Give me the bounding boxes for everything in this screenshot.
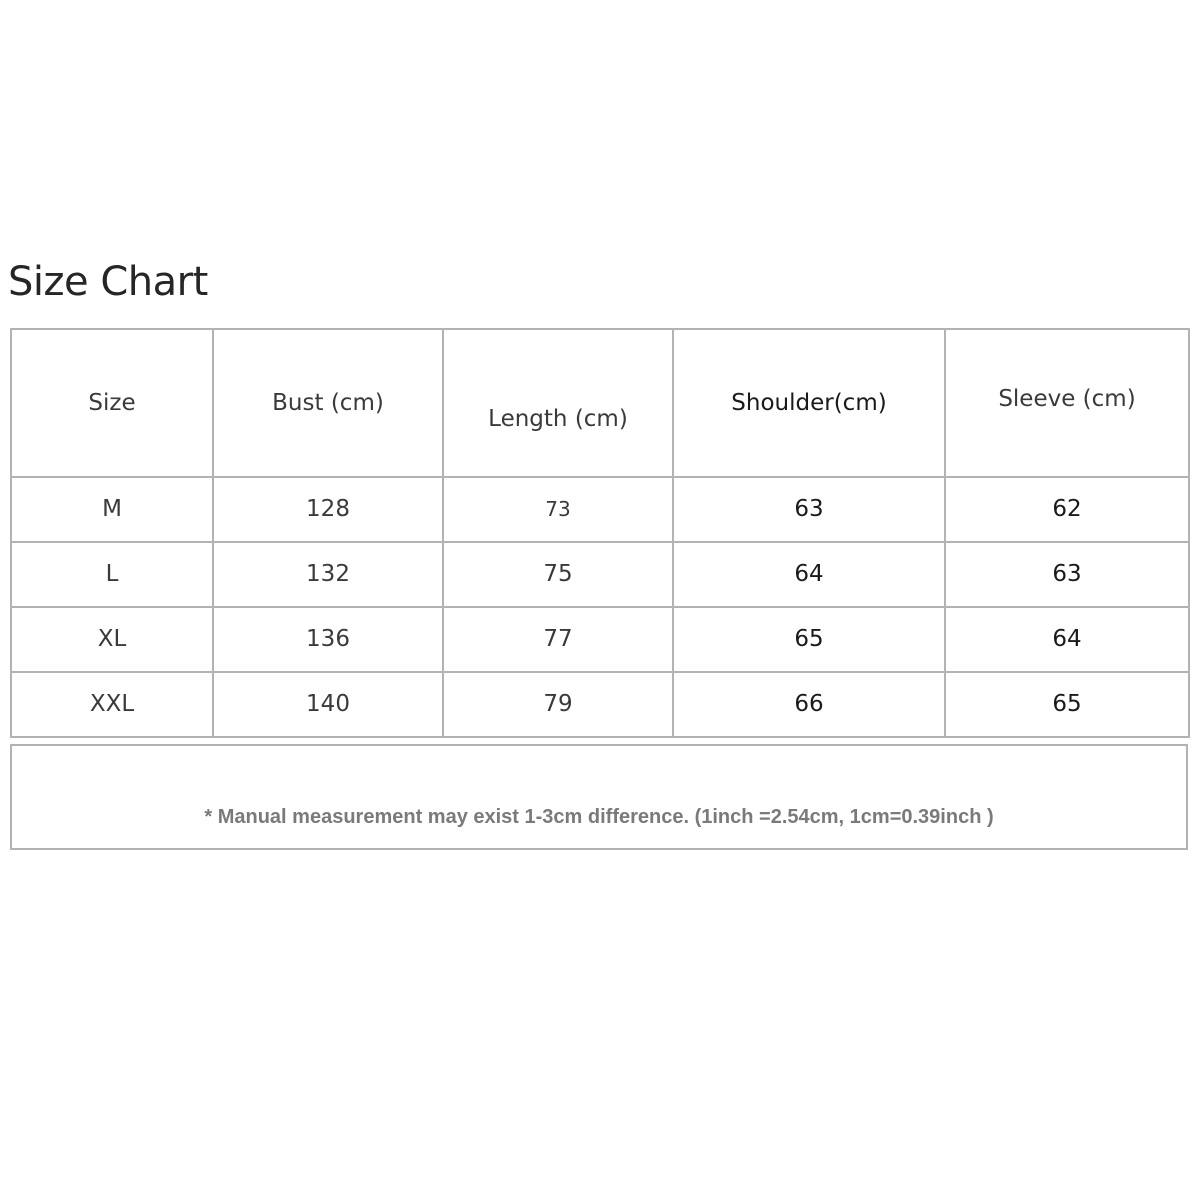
header-cell (945, 329, 1189, 477)
table-cell: 66 (673, 672, 945, 737)
table-cell: 132 (213, 542, 443, 607)
header-bust: Bust (cm) (272, 389, 384, 416)
table-cell: 62 (945, 477, 1189, 542)
table-cell: 79 (443, 672, 673, 737)
header-length: Length (cm) (488, 405, 628, 432)
table-cell: XL (11, 607, 213, 672)
table-cell: 136 (213, 607, 443, 672)
table-cell: 77 (443, 607, 673, 672)
table-row (11, 607, 1189, 672)
table-cell: 63 (673, 477, 945, 542)
table-cell: L (11, 542, 213, 607)
table-row (11, 477, 1189, 542)
table-cell: 64 (945, 607, 1189, 672)
note-box (10, 744, 1188, 850)
table-row (11, 672, 1189, 737)
header-cell (11, 329, 213, 477)
header-cell (213, 329, 443, 477)
header-cell (443, 329, 673, 477)
table-cell: M (11, 477, 213, 542)
table-cell: XXL (11, 672, 213, 737)
table-cell: 65 (945, 672, 1189, 737)
header-shoulder: Shoulder(cm) (731, 389, 887, 416)
table-cell: 73 (443, 477, 673, 542)
header-sleeve: Sleeve (cm) (998, 385, 1136, 412)
table-row (11, 542, 1189, 607)
table-cell: 64 (673, 542, 945, 607)
table-cell: 128 (213, 477, 443, 542)
table-cell: 63 (945, 542, 1189, 607)
table-cell: 65 (673, 607, 945, 672)
table-cell: 75 (443, 542, 673, 607)
table-cell: 140 (213, 672, 443, 737)
measurement-note: * Manual measurement may exist 1-3cm difference. (1inch =2.54cm, 1cm=0.39inch ) (204, 806, 994, 828)
table-header-row (11, 329, 1189, 477)
size-table (10, 328, 1190, 738)
page-title: Size Chart (8, 259, 208, 305)
header-size: Size (88, 389, 136, 416)
header-cell (673, 329, 945, 477)
